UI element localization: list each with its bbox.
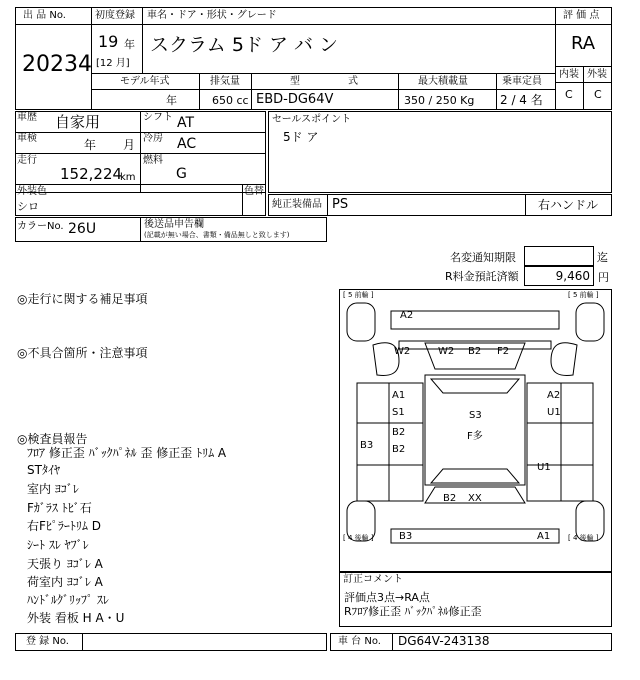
model-label-2: 式 xyxy=(348,76,358,87)
damage-mark: U1 xyxy=(537,462,551,473)
car-name-label: 車名・ドア・形状・グレード xyxy=(147,10,277,21)
damage-mark: B3 xyxy=(360,440,374,451)
body-color-box xyxy=(15,184,266,216)
inspector-line: ﾊﾝﾄﾞﾙｸﾞﾘｯﾌﾟ ｽﾚ xyxy=(27,593,109,607)
max-load: 350 / 250 Kg xyxy=(404,94,475,107)
capacity-label: 乗車定員 xyxy=(502,76,542,87)
lot-no-label: 出 品 No. xyxy=(23,10,66,21)
interior-label: 内装 xyxy=(559,69,579,80)
roof-front-edge xyxy=(431,379,519,393)
history: 自家用 xyxy=(55,113,101,131)
capacity: 2 / 4 名 xyxy=(500,93,543,107)
driving-notes-label: ◎走行に関する補足事項 xyxy=(17,292,148,306)
inspector-line: 外装 看板 H A・U xyxy=(27,611,125,625)
model-year-unit: 年 xyxy=(166,94,177,107)
correction-line: 評価点3点→RA点 xyxy=(344,591,430,604)
shift: AT xyxy=(177,115,195,131)
damage-mark: A2 xyxy=(547,390,561,401)
mileage-label: 走行 xyxy=(17,155,37,166)
aftermarket-note: (記載が無い場合、書類・備品無しと致します) xyxy=(144,231,290,239)
equipment-label: 純正装備品 xyxy=(272,199,322,210)
damage-mark: B2 xyxy=(468,346,482,357)
year-unit: 年 xyxy=(124,38,135,51)
color-no-label: カラーNo. xyxy=(17,221,64,232)
interior-grade: C xyxy=(565,88,573,101)
first-reg-year: 19 xyxy=(98,32,119,51)
model: EBD-DG64V xyxy=(256,92,334,107)
history-label: 車歴 xyxy=(17,112,37,123)
displacement-label: 排気量 xyxy=(210,76,240,87)
grade-label: 評 価 点 xyxy=(563,10,600,21)
damage-mark: A1 xyxy=(392,390,406,401)
tire-rear-left-label: [ 4 後輪 ] xyxy=(343,534,374,542)
fuel-label: 燃料 xyxy=(143,155,163,166)
chassis-no: DG64V-243138 xyxy=(398,634,490,648)
color-change-label: 色替 xyxy=(244,186,264,197)
ac: AC xyxy=(177,136,197,152)
car-name: スクラム 5ド ア バ ン xyxy=(150,34,339,56)
sales-point-label: セールスポイント xyxy=(272,114,352,125)
tire-front-left-label: [ 5 前輪 ] xyxy=(343,291,374,299)
inspection-month: 月 xyxy=(123,138,136,152)
inspector-line: 室内 ﾖｺﾞﾚ xyxy=(27,482,79,496)
mileage-unit: km xyxy=(120,172,136,183)
damage-mark: S3 xyxy=(469,410,482,421)
tire-rear-right-label: [ 4 後輪 ] xyxy=(568,534,599,542)
model-label: 型 xyxy=(290,76,300,87)
front-left-tire xyxy=(347,303,375,341)
steering: 右ハンドル xyxy=(538,198,599,212)
fuel: G xyxy=(176,166,187,182)
body-color-label: 外装色 xyxy=(17,186,47,197)
inspector-line: STﾀｲﾔ xyxy=(27,463,60,477)
correction-line: Rﾌﾛｱ修正歪 ﾊﾞｯｸﾊﾟﾈﾙ修正歪 xyxy=(344,605,482,618)
displacement: 650 cc xyxy=(212,94,249,107)
front-right-tire xyxy=(576,303,604,341)
damage-mark: U1 xyxy=(547,407,561,418)
defects-label: ◎不具合箇所・注意事項 xyxy=(17,346,148,360)
damage-mark: B3 xyxy=(399,531,413,542)
damage-mark: S1 xyxy=(392,407,405,418)
damage-mark: B2 xyxy=(443,493,457,504)
inspection-label: 車検 xyxy=(17,133,37,144)
recycle-unit: 円 xyxy=(598,271,609,284)
lot-no: 20234 xyxy=(22,52,92,77)
recycle-label: R料金預託済額 xyxy=(445,270,519,283)
sales-point: 5ド ア xyxy=(283,130,319,144)
inspector-line: ｼｰﾄ ｽﾚ ﾔﾌﾞﾚ xyxy=(27,538,89,552)
model-year-label: モデル年式 xyxy=(120,76,170,87)
inspector-label: ◎検査員報告 xyxy=(17,432,88,446)
roof-rear-edge xyxy=(431,469,519,483)
grade: RA xyxy=(571,33,596,54)
ac-label: 冷房 xyxy=(143,133,163,144)
equipment: PS xyxy=(332,197,349,212)
inspector-line: Fｶﾞﾗｽ ﾄﾋﾞ石 xyxy=(27,501,92,515)
shift-label: シフト xyxy=(143,112,173,123)
chassis-label: 車 台 No. xyxy=(338,636,381,647)
damage-mark: W2 xyxy=(394,346,411,357)
inspector-line: 右Fﾋﾟﾗｰﾄﾘﾑ D xyxy=(27,519,101,533)
recycle-amount: 9,460 xyxy=(555,269,590,283)
exterior-label: 外装 xyxy=(587,69,607,80)
damage-mark: B2 xyxy=(392,444,406,455)
inspector-line: ﾌﾛｱ 修正歪 ﾊﾞｯｸﾊﾟﾈﾙ 歪 修正歪 ﾄﾘﾑ A xyxy=(27,446,227,460)
body-color: シロ xyxy=(17,200,39,213)
name-change-unit: 迄 xyxy=(597,251,608,264)
correction-label: 訂正コメント xyxy=(343,574,403,585)
name-change-label: 名変通知期限 xyxy=(450,251,516,264)
max-load-label: 最大積載量 xyxy=(418,76,468,87)
first-reg-month: [12 月] xyxy=(96,58,130,69)
tire-front-right-label: [ 5 前輪 ] xyxy=(568,291,599,299)
mileage: 152,224 xyxy=(60,165,123,183)
damage-mark: A1 xyxy=(537,531,551,542)
exterior-grade: C xyxy=(594,88,602,101)
damage-mark: F多 xyxy=(467,431,483,442)
aftermarket-label: 後送品申告欄 xyxy=(144,219,204,230)
damage-mark: XX xyxy=(468,493,482,504)
first-reg-label: 初度登録 xyxy=(95,10,135,21)
right-front-fender xyxy=(551,343,577,376)
damage-mark: W2 xyxy=(438,346,455,357)
color-no: 26U xyxy=(68,221,97,237)
inspection-year: 年 xyxy=(84,138,97,152)
reg-no-label: 登 録 No. xyxy=(26,636,69,647)
front-bumper xyxy=(391,311,559,329)
damage-mark: A2 xyxy=(400,310,414,321)
name-change-box xyxy=(524,246,594,266)
damage-mark: B2 xyxy=(392,427,406,438)
inspector-line: 荷室内 ﾖｺﾞﾚ A xyxy=(27,575,103,589)
inspector-line: 天張り ﾖｺﾞﾚ A xyxy=(27,557,103,571)
rear-bumper xyxy=(391,529,559,543)
damage-mark: F2 xyxy=(497,346,510,357)
